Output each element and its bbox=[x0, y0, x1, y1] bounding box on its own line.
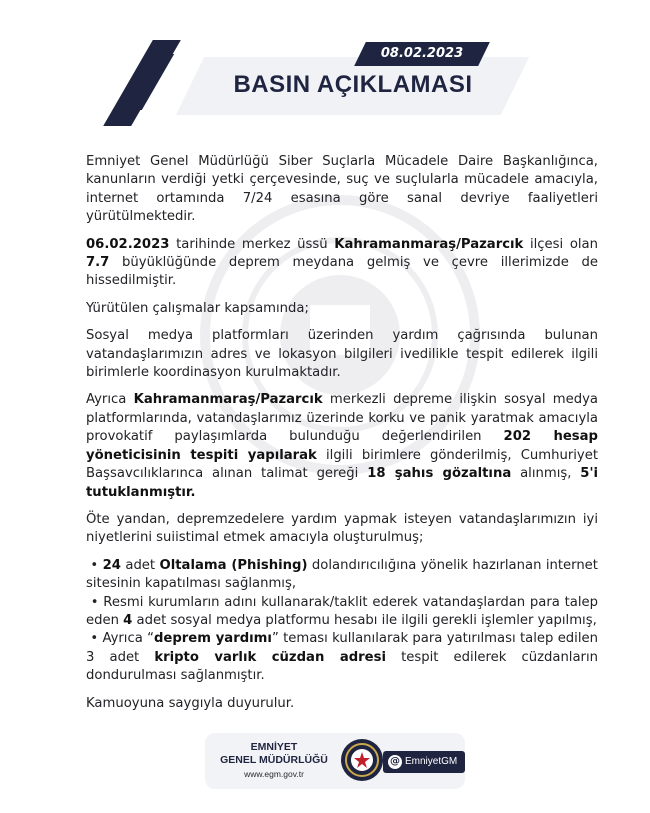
bullet-item-crypto bbox=[86, 630, 598, 685]
text-span: alınmış, bbox=[511, 466, 581, 482]
footer-org-line1: EMNİYET bbox=[250, 741, 298, 753]
text-span: büyüklüğünde deprem meydana gelmiş ve çevre illerimizde de hissedilmiştir. bbox=[86, 255, 598, 289]
bullet-item-phishing bbox=[86, 557, 598, 594]
bold-span: kripto varlık cüzdan adresi bbox=[154, 649, 386, 665]
earthquake-magnitude: 7.7 bbox=[86, 255, 110, 271]
social-handle-text: EmniyetGM bbox=[405, 756, 458, 767]
header-accent-slash bbox=[103, 40, 181, 126]
text-span: Ayrıca bbox=[86, 392, 134, 408]
paragraph-earthquake bbox=[86, 236, 598, 291]
bold-span: 18 şahıs gözaltına bbox=[367, 466, 512, 482]
paragraph-closing: Kamuoyuna saygıyla duyurulur. bbox=[86, 695, 295, 711]
press-release-body bbox=[86, 153, 598, 722]
page-title: BASIN AÇIKLAMASI bbox=[233, 71, 473, 98]
earthquake-location: Kahramanmaraş/Pazarcık bbox=[334, 236, 524, 252]
paragraph-scope: Yürütülen çalışmalar kapsamında; bbox=[86, 300, 309, 316]
paragraph-intro: Emniyet Genel Müdürlüğü Siber Suçlarla Mücadele Daire Başkanlığınca, kanunların verdiği yetki çerçevesinde, suç ve suçlularla mücadele amacıyla, internet ortamında 7/24 esasına göre sanal devriye faaliyetleri yürütülmektedir. bbox=[86, 154, 598, 225]
paragraph-abuse: Öte yandan, depremzedelere yardım yapmak isteyen vatandaşlarımızın iyi niyetlerini suiistimal etmek amacıyla oluşturulmuş; bbox=[86, 511, 598, 546]
paragraph-coordination: Sosyal medya platformları üzerinden yardım çağrısında bulunan vatandaşlarımızın adres ve lokasyon bilgileri ivedilikle tespit edilerek ilgili birimlerle koordinasyon kurulmaktadır. bbox=[86, 328, 598, 381]
earthquake-date: 06.02.2023 bbox=[86, 236, 170, 252]
bullet-list bbox=[86, 557, 598, 686]
paragraph-provocative-posts bbox=[86, 391, 598, 501]
text-span: adet bbox=[120, 557, 160, 573]
bullet-item-fake-accounts bbox=[86, 594, 598, 631]
bold-span: 202 hesap yöneticisinin tespiti yapılarak bbox=[86, 429, 598, 463]
text-span: ” teması kullanılarak para yatırılması talep edilen 3 adet bbox=[86, 631, 598, 665]
bullet-dot: • bbox=[90, 594, 99, 610]
text-span: tarihinde merkez üssü bbox=[169, 236, 335, 252]
text-span: ilçesi olan bbox=[523, 236, 598, 252]
footer-website-link[interactable]: www.egm.gov.tr bbox=[244, 769, 304, 779]
footer-org-line2: GENEL MÜDÜRLÜĞÜ bbox=[220, 754, 328, 766]
text-span: tespit edilerek cüzdanların dondurulması sağlanmıştır. bbox=[86, 649, 598, 684]
bold-span: 5'i tutuklanmıştır. bbox=[86, 466, 599, 500]
text-span: merkezli depreme ilişkin sosyal medya platformlarında, vatandaşlarımız üzerinde korku ve panik yaratmak amacıyla provokatif paylaşımlarda bulunduğu değerlendirilen bbox=[86, 392, 598, 445]
bold-span: Kahramanmaraş/Pazarcık bbox=[133, 392, 323, 408]
bold-span: 4 bbox=[123, 612, 133, 628]
at-icon: @ bbox=[390, 756, 400, 767]
police-badge-icon bbox=[340, 738, 384, 782]
text-span: dolandırıcılığına yönelik hazırlanan internet sitesinin kapatılması sağlanmış, bbox=[86, 557, 598, 592]
bullet-dot: • bbox=[90, 631, 99, 647]
text-span: Resmi kurumların adını kullanarak/taklit ederek vatandaşlardan para talep eden bbox=[86, 594, 598, 628]
header-date: 08.02.2023 bbox=[380, 46, 464, 61]
text-span: ilgili birimlere gönderilmiş, Cumhuriyet Başsavcılıklarınca alınan talimat gereği bbox=[86, 447, 599, 482]
bullet-dot: • bbox=[90, 557, 99, 573]
text-span: adet sosyal medya platformu hesabı ile ilgili gerekli işlemler yapılmış, bbox=[132, 612, 597, 628]
bold-span: 24 bbox=[102, 557, 121, 573]
bold-span: deprem yardımı bbox=[153, 631, 272, 647]
bold-span: Oltalama (Phishing) bbox=[159, 557, 308, 573]
text-span: Ayrıca “ bbox=[98, 631, 154, 647]
